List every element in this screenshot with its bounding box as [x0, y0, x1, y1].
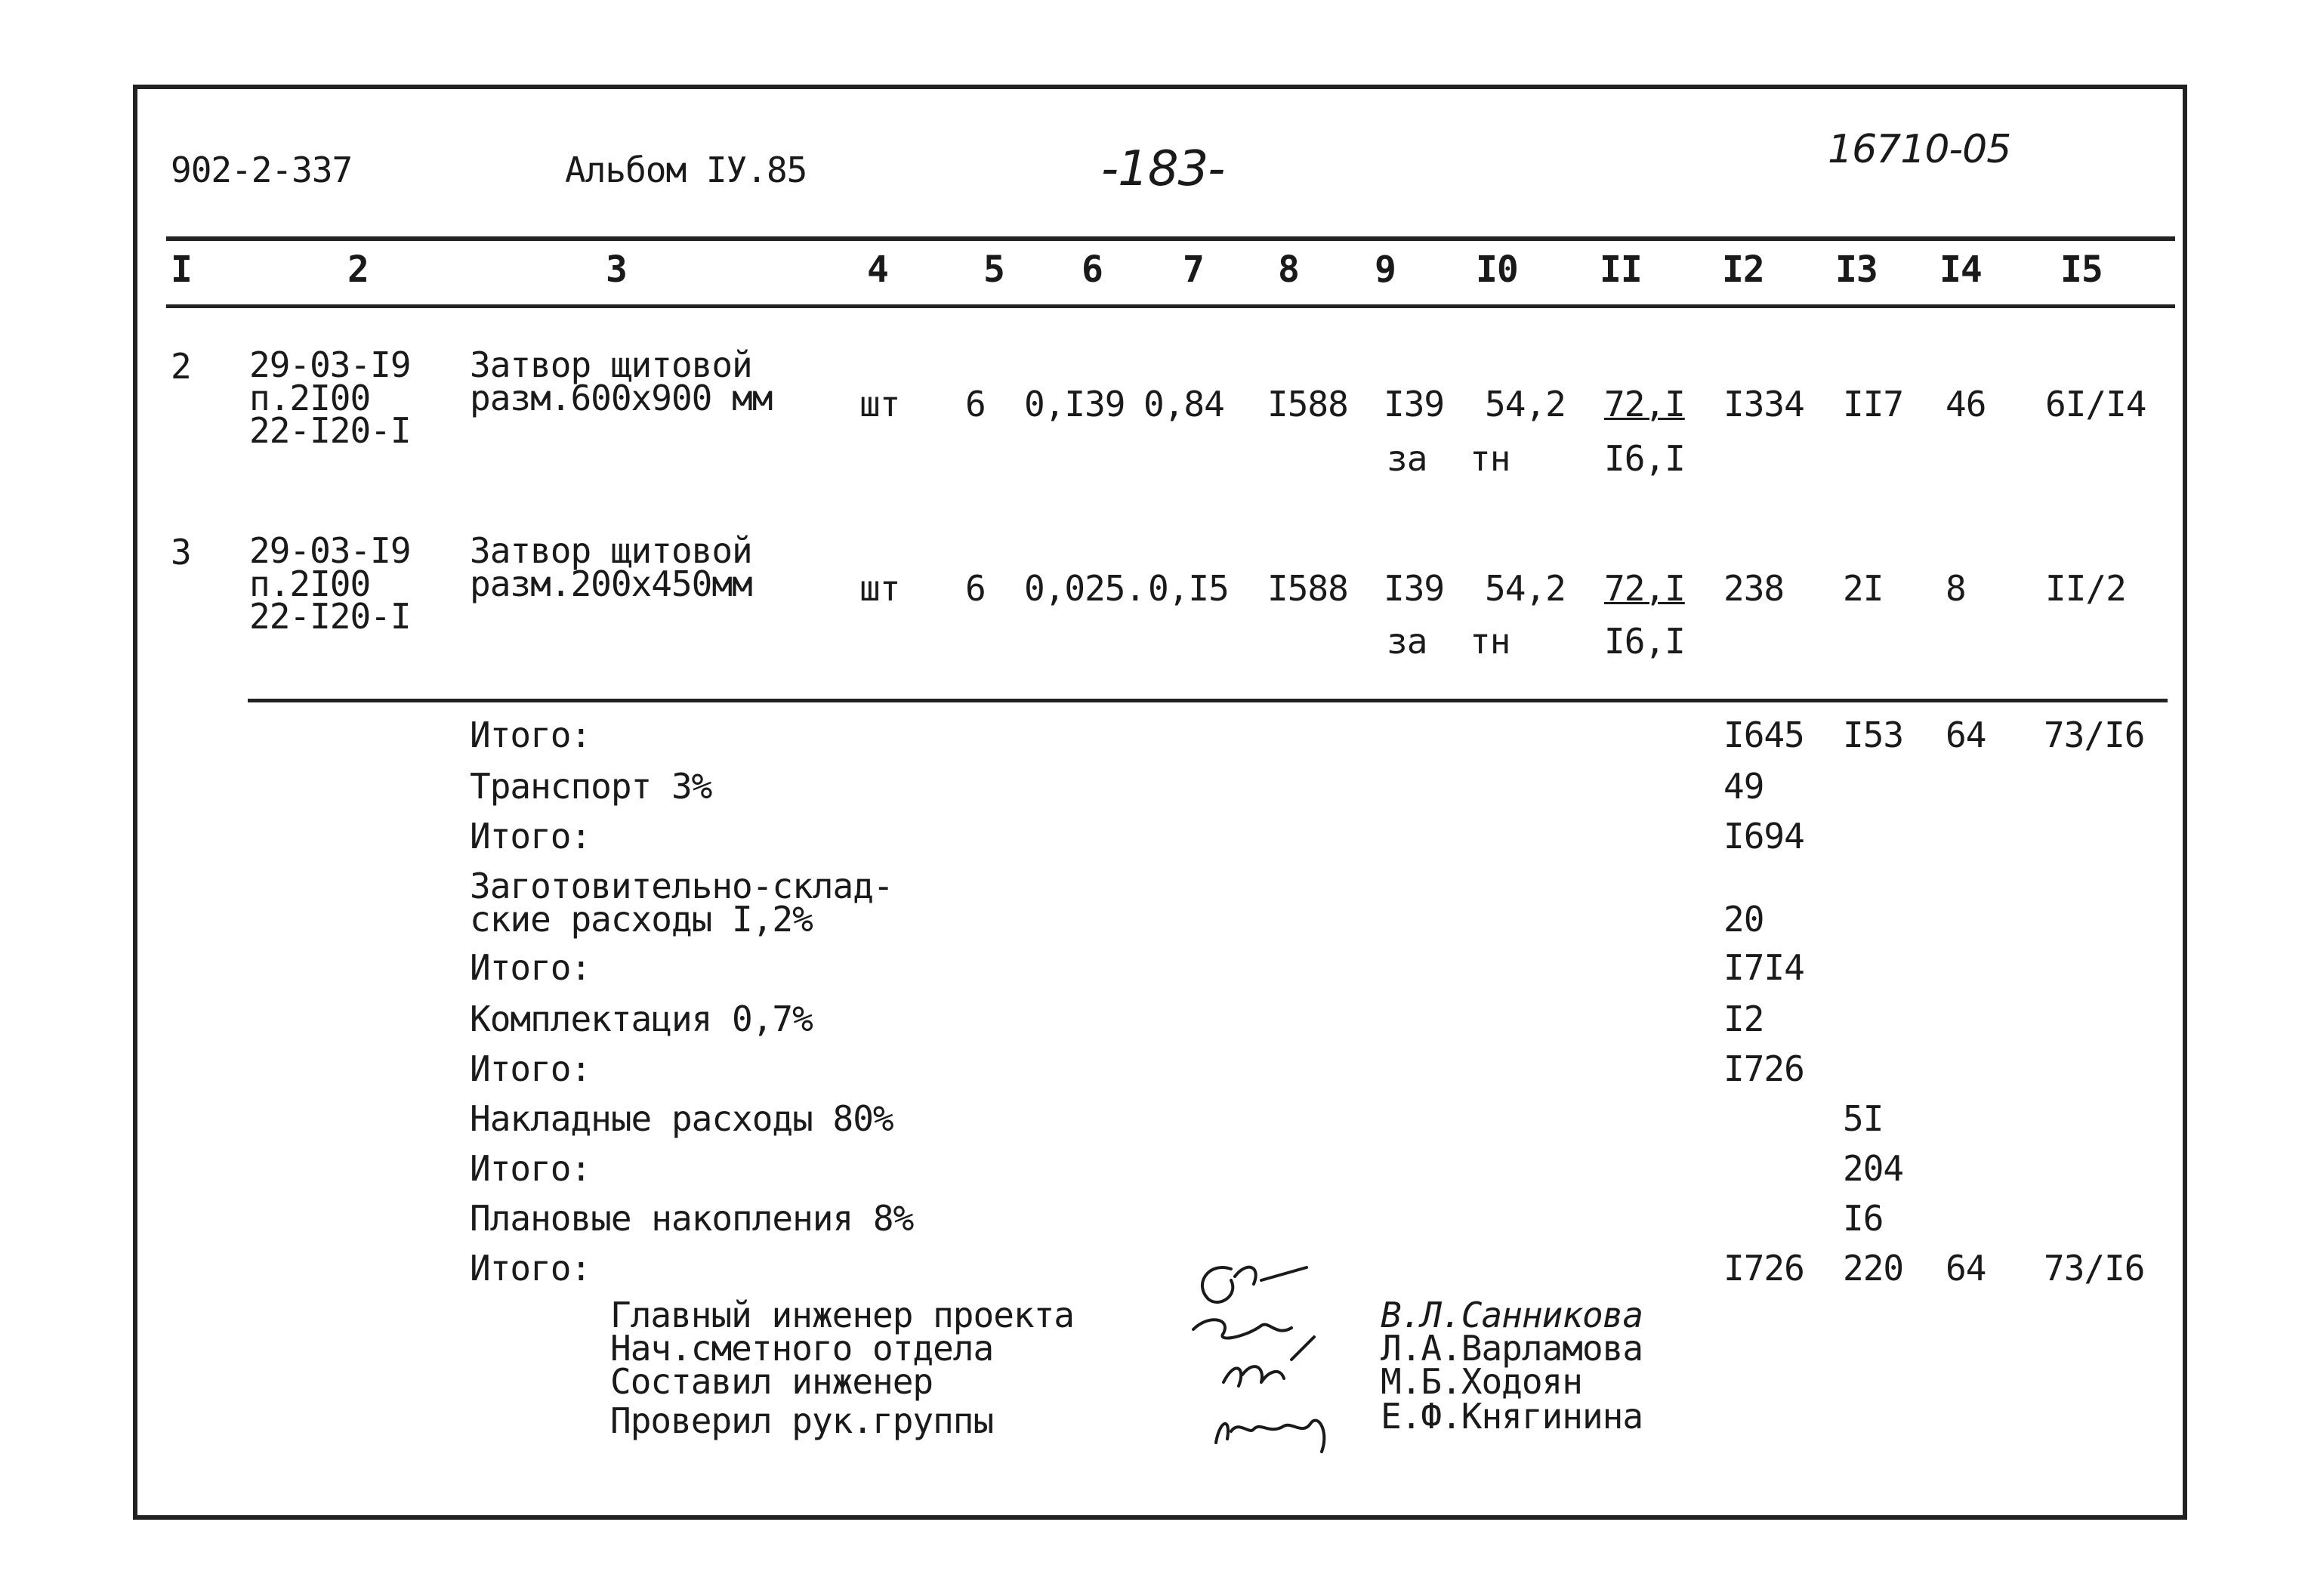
summary-5-label: Итого:: [470, 947, 591, 988]
summary-10-col13: I6: [1843, 1198, 1884, 1239]
signature-3-name: М.Б.Ходоян: [1381, 1361, 1582, 1402]
row-2-col6: 0,025.: [1024, 568, 1146, 609]
row-2-col11: 72,I: [1604, 568, 1685, 609]
col-header-12: I2: [1722, 249, 1764, 291]
summary-8-label: Накладные расходы 80%: [470, 1098, 893, 1139]
row-1-col12: I334: [1723, 384, 1804, 424]
album-label: Альбом IУ.85: [565, 150, 807, 190]
page-number: -183-: [1101, 141, 1225, 197]
row-2-col11-sub: I6,I: [1604, 621, 1685, 662]
summary-2-col12: 49: [1723, 766, 1764, 807]
row-1-col9-sub: за: [1387, 438, 1427, 479]
col-header-4: 4: [867, 249, 888, 291]
row-1-col10: 54,2: [1485, 384, 1566, 424]
row-2-col14: 8: [1946, 568, 1966, 609]
row-1-col13: II7: [1843, 384, 1904, 424]
handwritten-signatures: [1178, 1254, 1382, 1465]
signature-1-name: В.Л.Санникова: [1381, 1295, 1643, 1335]
row-2-col7: 0,I5: [1148, 568, 1229, 609]
summary-11-col13: 220: [1843, 1248, 1904, 1289]
summary-1-label: Итого:: [470, 715, 591, 755]
col-header-11: II: [1600, 249, 1642, 291]
col-header-9: 9: [1375, 249, 1396, 291]
col-header-14: I4: [1939, 249, 1982, 291]
summary-7-label: Итого:: [470, 1048, 591, 1089]
summary-8-col13: 5I: [1843, 1098, 1884, 1139]
signature-4-name: Е.Ф.Княгинина: [1381, 1396, 1643, 1437]
summary-1-col13: I53: [1843, 715, 1904, 755]
row-2-col13: 2I: [1843, 568, 1884, 609]
signature-2-scribble: [1193, 1320, 1291, 1338]
col-header-13: I3: [1835, 249, 1878, 291]
row-1-col9: I39: [1384, 384, 1445, 424]
summary-4-label-line2: ские расходы I,2%: [470, 899, 813, 940]
summary-7-col12: I726: [1723, 1048, 1804, 1089]
col-header-5: 5: [983, 249, 1004, 291]
row-1-number: 2: [171, 346, 191, 387]
reference-number: 16710-05: [1828, 127, 2011, 172]
row-1-description: Затвор щитовой разм.600x900 мм: [470, 344, 773, 418]
signature-4-role: Проверил рук.группы: [610, 1400, 994, 1441]
row-2-description: Затвор щитовой разм.200x450мм: [470, 530, 752, 604]
row-1-col10-sub: тн: [1470, 438, 1510, 479]
summary-3-label: Итого:: [470, 816, 591, 857]
signature-1-role: Главный инженер проекта: [610, 1295, 1074, 1335]
signature-1-scribble: [1202, 1267, 1307, 1302]
row-2-code: 29-03-I9 п.2I00 22-I20-I: [249, 530, 411, 637]
col-header-10: I0: [1476, 249, 1518, 291]
row-1-col5: 6: [965, 384, 986, 424]
signature-4-scribble: [1216, 1420, 1324, 1452]
row-1-col7: 0,84: [1143, 384, 1224, 424]
row-1-col11: 72,I: [1604, 384, 1685, 424]
col-header-1: I: [171, 249, 192, 291]
summary-11-label: Итого:: [470, 1248, 591, 1289]
summary-1-col12: I645: [1723, 715, 1804, 755]
row-1-col11-sub: I6,I: [1604, 438, 1685, 479]
row-2-col5: 6: [965, 568, 986, 609]
row-2-number: 3: [171, 532, 191, 573]
summary-2-label: Транспорт 3%: [470, 766, 712, 807]
summary-6-label: Комплектация 0,7%: [470, 999, 813, 1039]
summary-9-col13: 204: [1843, 1148, 1904, 1189]
document-frame: [133, 85, 2187, 1520]
row-2-unit: шт: [859, 568, 900, 609]
col-header-7: 7: [1183, 249, 1204, 291]
totals-rule: [248, 699, 2168, 702]
row-2-col12: 238: [1723, 568, 1785, 609]
signature-3-scribble: [1224, 1337, 1314, 1386]
header-rule-bottom: [166, 304, 2175, 308]
row-2-col9-sub: за: [1387, 621, 1427, 662]
row-1-code: 29-03-I9 п.2I00 22-I20-I: [249, 344, 411, 452]
row-2-col9: I39: [1384, 568, 1445, 609]
summary-10-label: Плановые накопления 8%: [470, 1198, 914, 1239]
summary-11-col15: 73/I6: [2044, 1248, 2145, 1289]
col-header-15: I5: [2060, 249, 2103, 291]
row-1-unit: шт: [859, 384, 900, 424]
document-code: 902-2-337: [171, 150, 353, 190]
signature-2-name: Л.А.Варламова: [1381, 1328, 1643, 1369]
col-header-8: 8: [1278, 249, 1299, 291]
summary-6-col12: I2: [1723, 999, 1764, 1039]
row-2-col10: 54,2: [1485, 568, 1566, 609]
col-header-3: 3: [606, 249, 627, 291]
col-header-6: 6: [1082, 249, 1103, 291]
row-1-col15: 6I/I4: [2045, 384, 2146, 424]
summary-11-col12: I726: [1723, 1248, 1804, 1289]
row-2-col8: I588: [1267, 568, 1348, 609]
summary-5-col12: I7I4: [1723, 947, 1804, 988]
row-1-col6: 0,I39: [1024, 384, 1125, 424]
summary-11-col14: 64: [1946, 1248, 1986, 1289]
summary-4-col12: 20: [1723, 899, 1764, 940]
summary-3-col12: I694: [1723, 816, 1804, 857]
signature-3-role: Составил инженер: [610, 1361, 933, 1402]
summary-4-label-line1: Заготовительно-склад-: [470, 866, 893, 906]
signature-2-role: Нач.сметного отдела: [610, 1328, 994, 1369]
summary-9-label: Итого:: [470, 1148, 591, 1189]
row-1-col8: I588: [1267, 384, 1348, 424]
row-2-col10-sub: тн: [1470, 621, 1510, 662]
row-2-col15: II/2: [2045, 568, 2126, 609]
summary-1-col14: 64: [1946, 715, 1986, 755]
summary-1-col15: 73/I6: [2044, 715, 2145, 755]
col-header-2: 2: [347, 249, 369, 291]
row-1-col14: 46: [1946, 384, 1986, 424]
header-rule-top: [166, 236, 2175, 241]
